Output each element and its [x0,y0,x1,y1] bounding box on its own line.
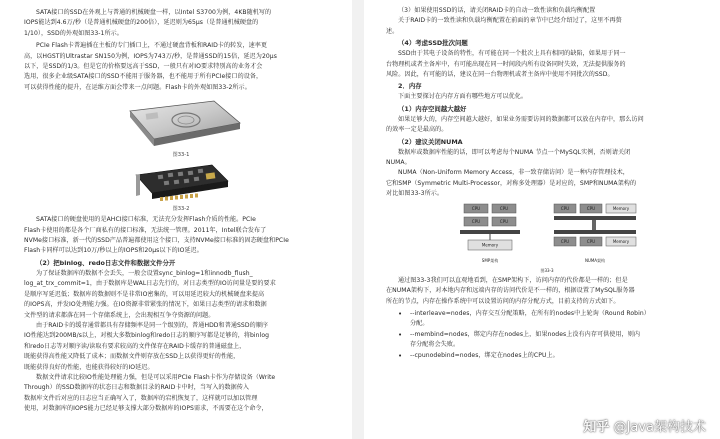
numa-bus-bottom [554,230,636,234]
text-line: 使用，对数据库的IOPS能力已经足够支撑大部分数据库的IOPS需求，不需要在这个命令， [24,405,268,413]
smp-cpu-label: CPU [499,205,509,211]
text-line: SATA接口的SSD在外观上与普通的机械硬盘一样，以Intel S3700为例，4KB随机写的 [36,9,272,16]
smp-memory-label: Memory [481,242,499,248]
numa-architecture [554,204,636,263]
text-line: 如果足够大的，内存空间越大越好，如果业务需要访问的数据都可以放在内存中，那么访问 [398,115,644,123]
text-line: 风险。因此，有可能的话，建议在同一台物理机或者主备库中使用不同批次的SSD。 [386,71,614,79]
text-line: 1/10），SSD的外观如图33-1所示。 [24,29,123,37]
right-paragraph-5 [386,148,708,169]
section-heading-memory: 2．内存 [398,82,422,91]
watermark-handle: @Java架构技术 [613,420,706,435]
section-heading: （4）考虑SSD批次问题 [398,39,468,48]
text-line: log_at_trx_commit=1，由于数据库是WAL日志先行的，对日志类型的IO访问量是要的要求 [24,280,276,288]
text-line: Through）的SSD数据库的状态日志和数据目录的RAID卡中时，当写入的数据传入 [24,384,250,392]
numa-caption: NUMA架构 [584,257,606,263]
text-line: 存分配将会失败。 [410,341,460,349]
text-line: 在NUMA架构下，对本地内存和远端内存的访问代价是不一样的，根据设置了MySQL服务器 [386,287,635,295]
text-line: 的效率一定是最高的。 [386,126,448,134]
smp-architecture [460,204,520,263]
numa-cpu-label: CPU [560,205,570,211]
text-line: 文件型的请求都落在同一个存储系统上，会出现相互争夺资源的问题。 [24,311,215,319]
text-line: NUMA（Non-Uniform Memory Access，非一致存储访问）是一种内存管理技术， [398,169,629,177]
text-line: 是顺序写延迟低；数据库的数据则不是非常IO密集的，可以用延迟较大的机械硬盘来提高 [24,290,265,298]
text-line: 数据库或数据库性能的话，即可以考虑每个NUMA 节点一个MySQL实例，否则请关闭 [398,148,631,156]
section-heading: （2）建议关闭NUMA [398,137,463,146]
figure-caption: 图33-3 [540,267,554,273]
watermark [583,416,706,435]
smp-caption: SMP架构 [481,257,499,263]
text-line: 既能获得高性能又降低了成本；而数据文件则存放在SSD上以获得更好的性能， [24,353,240,361]
text-line: 以下，是SSD的1/3。但是它的价格要远高于SSD，一般只有对IO要求特别高的业务才会 [24,63,263,71]
text-line: 数据库文件后对应的日志应当正确写入了，数据库的宕机恢复了，这样就可以加以管理 [24,394,258,402]
list-item [386,309,708,330]
text-line: SATA接口的硬盘使用的是AHCI接口标准，无法充分发挥Flash介质的性能。PCIe [36,216,256,224]
text-line: 既能获得良好的性能，也能获得较好的IO延迟。 [24,363,154,371]
figure-caption: 图33-1 [172,152,190,159]
numa-cpu-label: CPU [560,238,570,244]
text-line: 它和SMP（Symmetric Multi-Processor，对称多处理器）是对应的，SMP和NUMA架构的 [386,179,637,187]
text-line: SSD由于其电子设备的特性，有可能在同一个批次上具有相同的缺陷，如果用于同一 [398,50,626,58]
smp-numa-diagram [422,200,672,276]
text-line: 高，以HGST的Ultrastar SN150为例，IOPS为743万/秒，是普通SSD的15倍，延迟为20μs [24,52,277,60]
left-paragraph-4 [24,269,338,321]
left-paragraph-5 [24,321,338,373]
section-heading: （2）把binlog、redo日志文件和数据文件分开 [36,258,176,267]
watermark-site: 知乎 [583,420,610,435]
section-heading: （1）内存空间越大越好 [398,104,467,113]
text-line: • --cpunodebind=nodes，绑定在nodes上的CPU上。 [386,351,708,361]
bullet-list [386,309,708,361]
text-line: IO性能达到200MB/s以上，对极大多数binlog和redo日志的顺序写都是足够的，将binlog [24,332,270,340]
text-line: • --interleave=nodes，内存交互分配策略，在所有的nodes中上轮询（Round Robin） [386,309,708,319]
text-line: 对比如图33-3所示。 [386,190,444,198]
text-line: 和redo日志等对顺序读/读取有要求较高的文件保存在RAID卡缓存的普通磁盘上， [24,342,246,350]
smp-cpu-label: CPU [499,218,509,224]
text-line: NUMA。 [386,159,411,167]
text-line: 的IOPS高，并发IO处理能力强。在IO资源非常紧张的情况下，如果日志类型的请求和数据 [24,301,267,309]
text-line: Flash卡使用的都是各个厂商私有的接口标准，无法统一管理。2011年，Intel联合发布了 [24,226,267,234]
text-line: 通过图33-3我们可以直观地看到，在SMP架构下，访问内存的代价都是一样的；但是 [398,276,628,284]
text-line: 所在的节点，内存在操作系统中可以设置访问的内存分配方式，目前支持的方式如下。 [386,297,620,305]
left-paragraph-6 [24,373,338,415]
right-paragraph-4 [386,115,708,136]
text-line: 台物理机或者主备库中，有可能出现在同一时间段内所有设备同时失效，无法提供服务的 [386,60,626,68]
numa-interconnect [592,220,596,230]
text-line: （3）如果使用SSD的话，请关闭RAID卡的自动一致性读和负载均衡配置 [398,7,596,14]
text-line: 分配。 [410,320,429,328]
left-page [0,0,352,439]
text-line: 下面主要探讨在内存方面有哪些地方可以优化。 [398,93,528,101]
right-paragraph-2 [386,49,708,80]
numa-memory-label: Memory [612,238,630,244]
list-item [386,351,708,361]
pcie-flash-card-illustration [126,161,236,205]
left-paragraph-2 [24,41,338,93]
numa-memory-label: Memory [612,205,630,211]
smp-cpu-label: CPU [471,205,481,211]
smp-bus [460,230,520,234]
figure-caption: 图33-2 [172,206,190,213]
right-paragraph-6 [386,168,708,199]
text-line: Flash卡同样可以达到10万/秒以上的IOPS和20μs以下的IO延迟。 [24,247,203,255]
smp-cpu-label: CPU [471,218,481,224]
text-line: NVMe接口标准，新一代的SSD产品普遍都使用这个接口，支持NVMe接口标准的固态硬盘和PCIe [24,237,289,245]
text-line: • --membind=nodes，绑定内存在nodes上，如果nodes上没有内存可供使用，则内 [386,330,708,340]
text-line: 关于RAID卡的一致性读和负载均衡配置在前面的章节中已经介绍过了，这里不再赘 [398,17,622,25]
text-line: 选用，很多企业级SATA接口的SSD不能用于服务器，也不能用于所有PCIe接口的设备， [24,73,263,81]
left-paragraph-1 [24,8,338,39]
numa-bus-top [554,216,636,220]
numa-cpu-label: CPU [586,238,596,244]
text-line: 数据文件请求比较IO性能处理能力强，但是可以采用PCIe Flash卡作为存储设备（Write [36,373,276,381]
right-paragraph-7 [386,276,708,307]
list-item [386,330,708,351]
right-paragraph-1 [386,6,708,37]
text-line: 由于RAID卡的缓存通常都具有存储频率是同一个级别的，普通HDD和普通SSD的顺序 [36,321,268,329]
text-line: PCIe Flash卡普遍插在主板的专门插口上，不通过硬盘背板和RAID卡的转发，速率更 [36,42,268,50]
right-page [364,0,720,439]
left-paragraph-3 [24,215,338,257]
text-line: 为了保证数据库的数据不会丢失，一般会设置sync_binlog=1和innodb_flush_ [36,269,253,277]
text-line: 述。 [386,27,399,35]
text-line: IOPS能达到4.6万/秒（是普通机械硬盘的200倍），延迟则为65μs（是普通机械硬盘的 [24,19,259,27]
numa-cpu-label: CPU [586,205,596,211]
page-gutter [352,0,364,439]
ssd-drive-illustration [116,93,246,151]
text-line: 可以获得性能的提升，在运维方面会带来一点问题。Flash卡的外观如图33-2所示。 [24,83,251,91]
